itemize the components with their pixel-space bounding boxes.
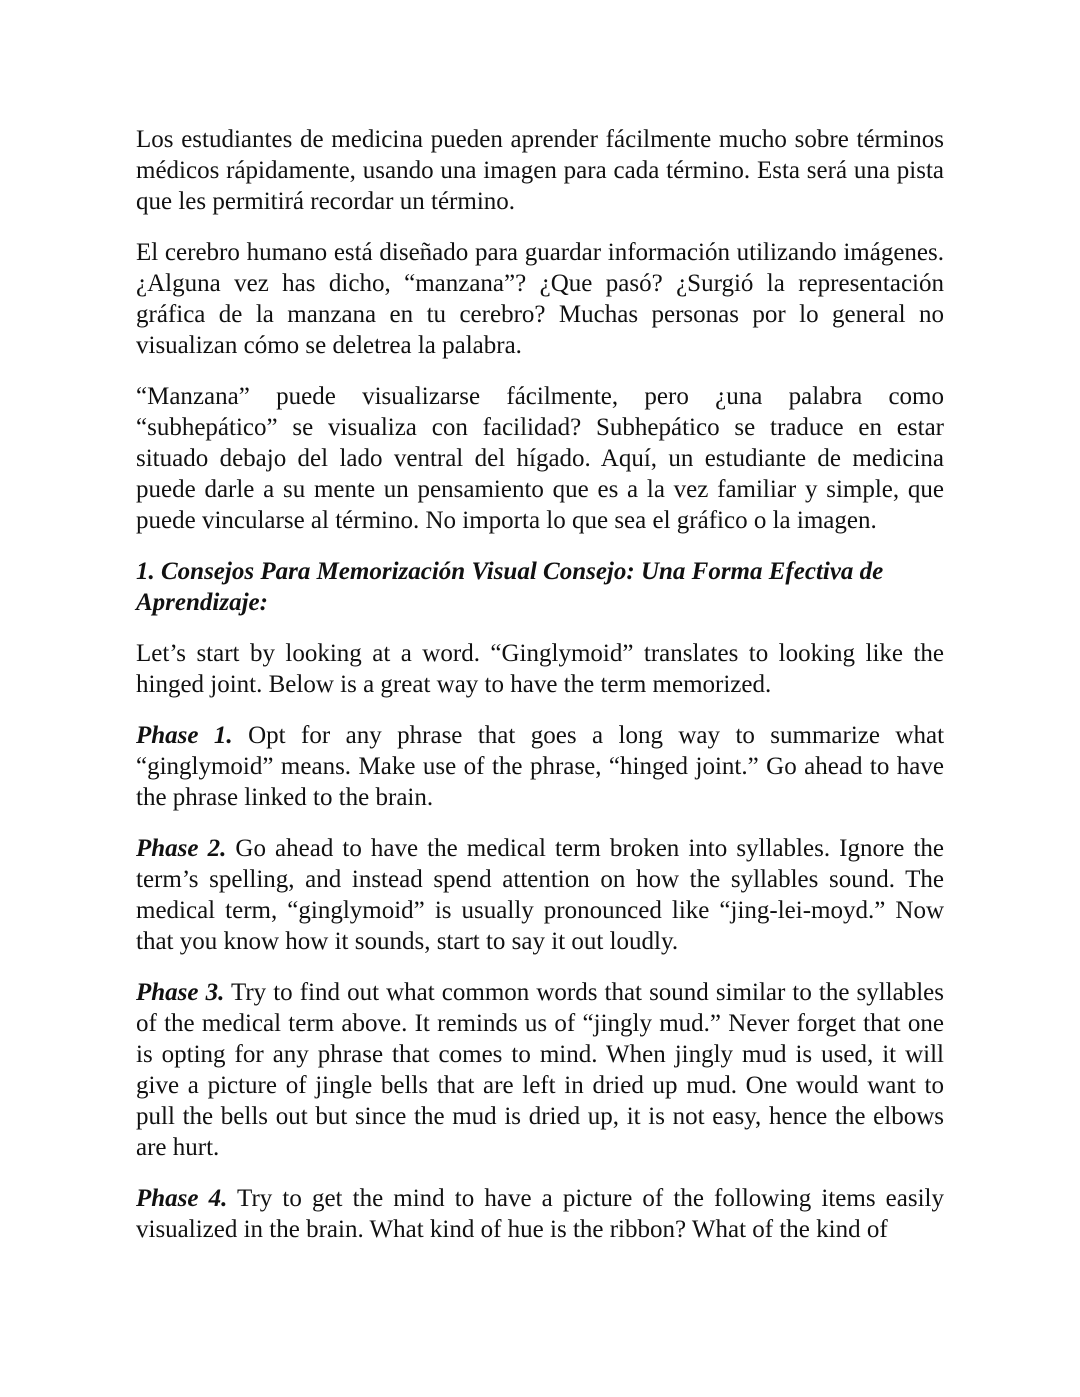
phase-4-text: Try to get the mind to have a picture of the following items easily visualized in the brain. What kind of hue is the ribbon? What of the kind of	[136, 1185, 944, 1243]
paragraph-es-1: Los estudiantes de medicina pueden aprender fácilmente mucho sobre términos médicos rápidamente, usando una imagen para cada término. Esta será una pista que les permitirá recordar un término.	[136, 126, 944, 215]
phase-1-text: Opt for any phrase that goes a long way to summarize what “ginglymoid” means. Make use of the phrase, “hinged joint.” Go ahead to have the phrase linked to the brain.	[136, 722, 945, 811]
phase-2-label: Phase 2.	[136, 835, 227, 862]
intro-paragraph: Let’s start by looking at a word. “Ginglymoid” translates to looking like the hinged joint. Below is a great way to have the term memorized.	[136, 640, 944, 698]
paragraph-es-2: El cerebro humano está diseñado para guardar información utilizando imágenes. ¿Alguna vez has dicho, “manzana”? ¿Que pasó? ¿Surgió la representación gráfica de la manzana en tu cerebro? Muchas personas por lo general no visualizan cómo se deletrea la palabra.	[136, 239, 944, 359]
phase-1-label: Phase 1.	[136, 722, 233, 749]
phase-4-paragraph	[136, 1183, 944, 1245]
phase-1-paragraph	[136, 720, 944, 813]
phase-2-text: Go ahead to have the medical term broken into syllables. Ignore the term’s spelling, and instead spend attention on how the syllables sound. The medical term, “ginglymoid” is usually pronounced like “jing-lei-moyd.” Now that you know how it sounds, start to say it out loudly.	[136, 835, 945, 955]
phase-3-text: Try to find out what common words that sound similar to the syllables of the medical term above. It reminds us of “jingly mud.” Never forget that one is opting for any phrase that comes to mind. When jingly mud is used, it will give a picture of jingle bells that are left in dried up mud. One would want to pull the bells out but since the mud is dried up, it is not easy, hence the elbows are hurt.	[136, 979, 944, 1161]
phase-2-paragraph	[136, 833, 944, 957]
document-page	[136, 124, 944, 1265]
section-heading: 1. Consejos Para Memorización Visual Consejo: Una Forma Efectiva de Aprendizaje:	[136, 558, 884, 616]
phase-4-label: Phase 4.	[136, 1185, 228, 1212]
paragraph-es-3: “Manzana” puede visualizarse fácilmente, pero ¿una palabra como “subhepático” se visualiza con facilidad? Subhepático se traduce en estar situado debajo del lado ventral del hígado. Aquí, un estudiante de medicina puede darle a su mente un pensamiento que es a la vez familiar y simple, que puede vincularse al término. No importa lo que sea el gráfico o la imagen.	[136, 383, 944, 534]
phase-3-paragraph	[136, 977, 944, 1163]
phase-3-label: Phase 3.	[136, 979, 225, 1006]
